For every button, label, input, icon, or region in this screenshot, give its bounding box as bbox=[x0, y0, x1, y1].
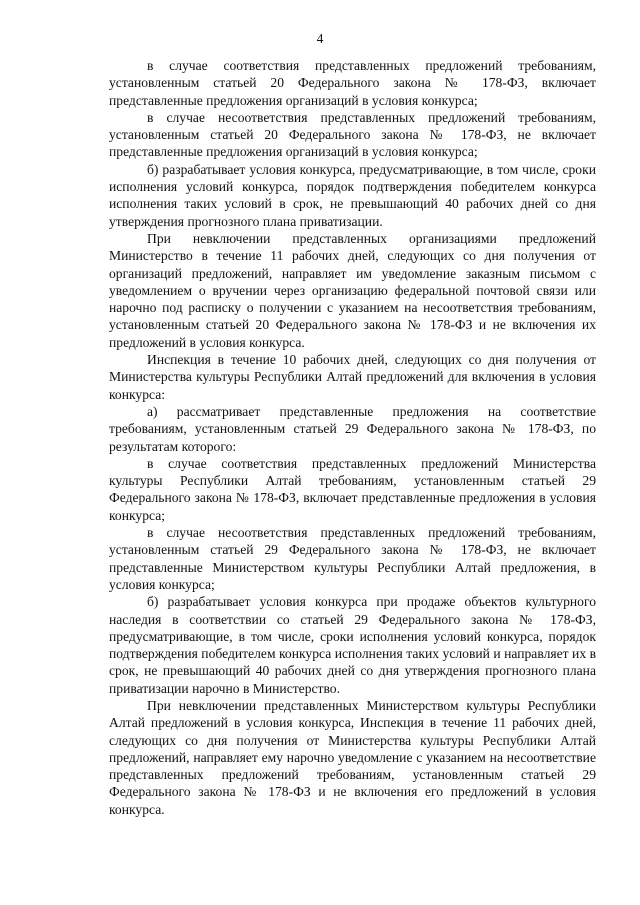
paragraph: в случае несоответствия представленных предложений требованиям, установленным статьей 29 Федерального закона № 178-ФЗ, не включает представленные Министерством культуры Республики Алтай предложения, в условия конкурса; bbox=[109, 525, 596, 592]
document-body bbox=[109, 57, 596, 818]
paragraph: в случае соответствия представленных предложений Министерства культуры Республики Алтай требованиям, установленным статьей 29 Федерального закона № 178-ФЗ, включает представленные предложения в условия конкурса; bbox=[109, 455, 596, 523]
paragraph: Инспекция в течение 10 рабочих дней, следующих со дня получения от Министерства культуры Республики Алтай предложений для включения в условия конкурса: bbox=[109, 352, 596, 402]
paragraph: а) рассматривает представленные предложения на соответствие требованиям, установленным статьей 29 Федерального закона № 178-ФЗ, по результатам которого: bbox=[109, 403, 596, 454]
paragraph: б) разрабатывает условия конкурса, предусматривающие, в том числе, сроки исполнения условий конкурса, порядок подтверждения победителем конкурса исполнения таких условий в срок, не превышающий 40 рабочих дней со дня утверждения прогнозного плана приватизации. bbox=[109, 161, 596, 229]
page-number: 4 bbox=[316, 31, 324, 46]
paragraph: в случае несоответствия представленных предложений требованиям, установленным статьей 20 Федерального закона № 178-ФЗ, не включает представленные предложения организаций в условия конкурса; bbox=[109, 109, 596, 160]
paragraph: При невключении представленных Министерством культуры Республики Алтай предложений в условия конкурса, Инспекция в течение 11 рабочих дней, следующих со дня получения от Министерства культуры Республики Алтай предложений, направляет ему нарочно уведомление с указанием на несоответствие представленных предложений требованиям, установленным статьей 29 Федерального закона № 178-ФЗ и не включения его предложений в условия конкурса. bbox=[109, 697, 596, 817]
paragraph: б) разрабатывает условия конкурса при продаже объектов культурного наследия в соответствии со статьей 29 Федерального закона № 178-ФЗ, предусматривающие, в том числе, сроки исполнения условий конкурса, порядок подтверждения победителем конкурса исполнения таких условий и направляет их в срок, не превышающий 40 рабочих дней со дня утверждения прогнозного плана приватизации нарочно в Министерство. bbox=[109, 594, 596, 696]
paragraph: в случае соответствия представленных предложений требованиям, установленным статьей 20 Федерального закона № 178-ФЗ, включает представленные предложения организаций в условия конкурса; bbox=[109, 58, 596, 108]
paragraph: При невключении представленных организациями предложений Министерство в течение 11 рабочих дней, следующих со дня получения от организаций предложений, направляет им уведомление заказным письмом с уведомлением о вручении через организацию федеральной почтовой связи или нарочно под расписку о получении с указанием на несоответствия требованиям, установленным статьей 20 Федерального закона № 178-ФЗ и не включения их предложений в условия конкурса. bbox=[109, 230, 596, 350]
